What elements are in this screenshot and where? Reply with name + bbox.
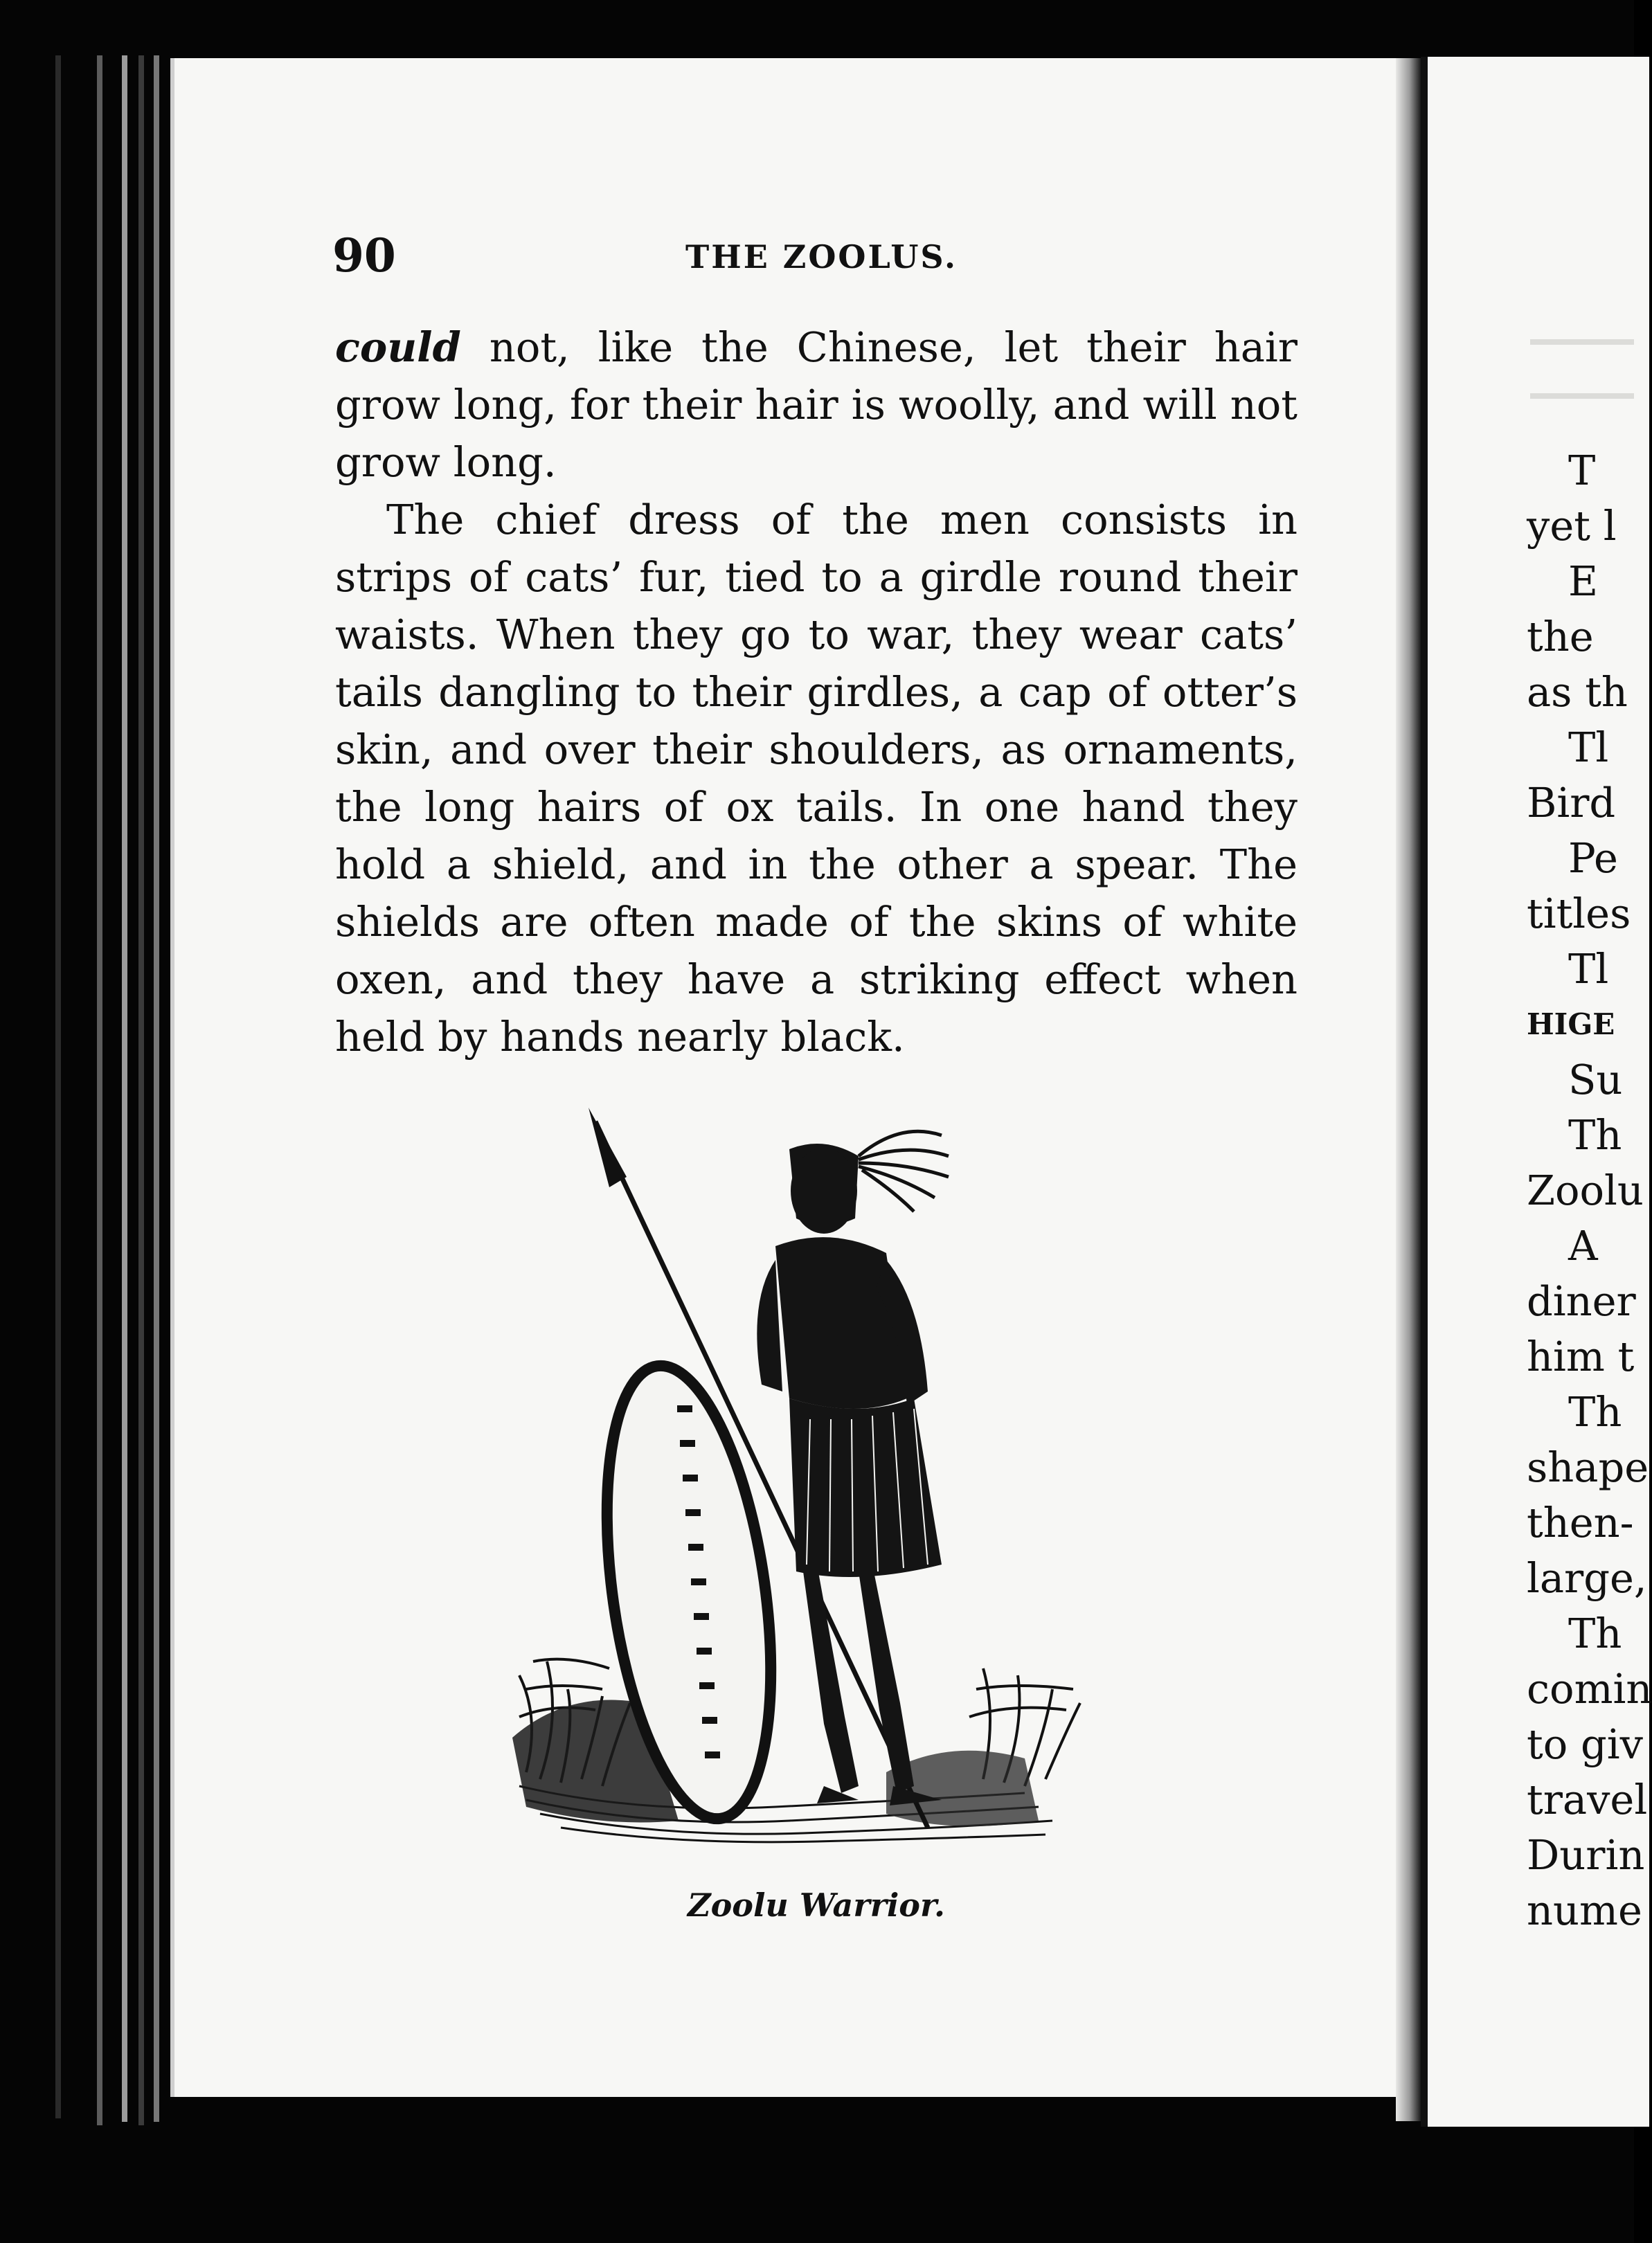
page-edge [122,55,127,2122]
facing-line: A [1568,1222,1598,1270]
facing-line: Th [1568,1388,1622,1436]
facing-page-faint-lines [1530,339,1634,447]
facing-line: Bird [1527,779,1616,827]
facing-line: Th [1568,1111,1622,1159]
facing-line: large, [1527,1554,1647,1602]
figure-caption: Zoolu Warrior. [688,1886,945,1924]
facing-line: as th [1527,668,1628,716]
warrior-figure [757,1144,942,1805]
paragraph-2: The chief dress of the men consists in strips of cats’ fur, tied to a girdle round their waists. When they go to war, they wear cats’ tails dangling to their girdles, a cap of otter’s skin, and over their shoulders, as ornaments, the long hairs of ox tails. In one hand they hold a shield, and in the other a spear. The shields are often made of the skins of white oxen, and they have a striking effect when held by hands nearly black. [335,496,1298,1061]
page-edge [97,55,102,2125]
book-gutter [1396,58,1421,2121]
facing-line: yet l [1527,502,1617,550]
facing-line: Th [1568,1610,1622,1657]
spear-head [589,1108,627,1187]
page-header [332,228,1302,284]
facing-line: Pe [1568,834,1618,882]
facing-line: HIGE [1527,1007,1615,1041]
facing-line: Su [1568,1056,1623,1104]
body-text [335,318,1298,1065]
zoolu-warrior-engraving [499,1094,1149,1848]
facing-line: Zoolu [1527,1166,1644,1214]
facing-line: comin [1527,1665,1652,1713]
page-edge [55,55,61,2118]
paragraph-1-text: not, like the Chinese, let their hair grow long, for their hair is woolly, and will not grow long. [335,323,1298,486]
page-number: 90 [332,228,396,282]
facing-line: E [1568,557,1599,605]
facing-line: to giv [1527,1720,1643,1768]
facing-line: nume [1527,1886,1642,1934]
facing-line: T [1568,447,1596,494]
page-edge [154,55,159,2122]
facing-line: then- [1527,1499,1634,1547]
facing-line: shape [1527,1443,1649,1491]
facing-line: the [1527,613,1594,660]
facing-line: Tl [1568,723,1609,771]
emphasis-word: could [335,323,461,371]
facing-line: Durin [1527,1831,1645,1879]
facing-line: diner [1527,1277,1636,1325]
facing-line: him t [1527,1333,1635,1380]
facing-line: travel [1527,1776,1648,1823]
facing-page-text [1527,443,1651,1938]
paragraph-1 [335,318,1298,491]
facing-line: Tl [1568,945,1609,993]
page-edge [138,55,144,2125]
running-head: THE ZOOLUS. [685,238,958,276]
facing-line: titles [1527,890,1631,937]
headdress-feathers [859,1131,949,1211]
